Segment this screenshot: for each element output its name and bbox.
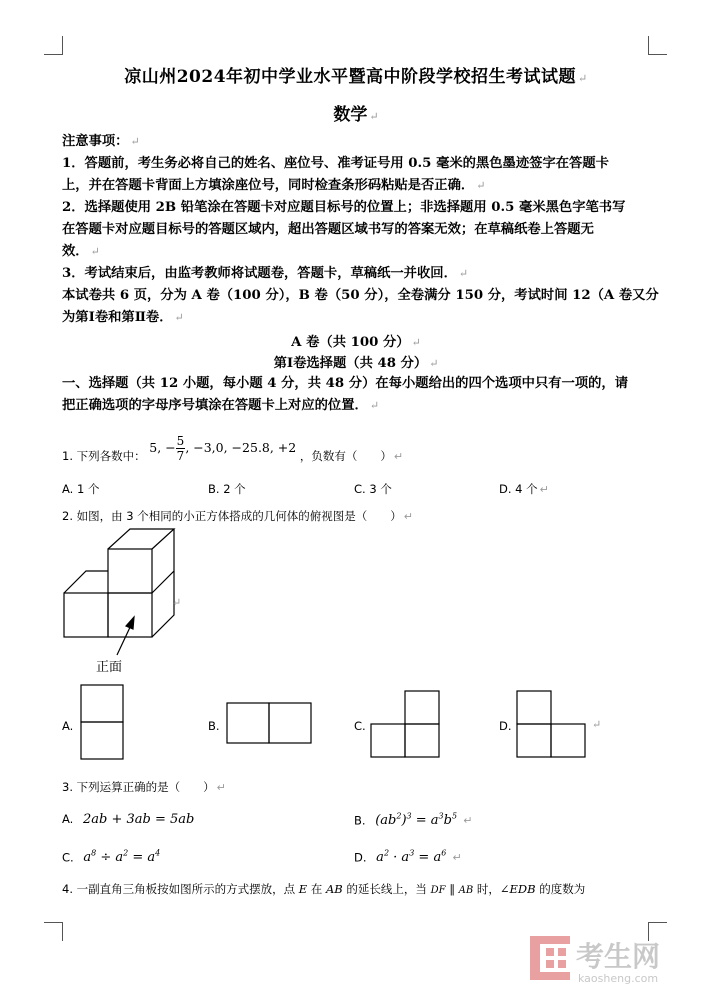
question-3-option-c: C. $a^8 \div a^2 = a^4$	[62, 849, 161, 866]
question-2-option-c-label: C.	[354, 719, 366, 733]
question-2-option-c-figure	[370, 690, 444, 760]
notice-item-2-line-3: 效． ↵	[62, 244, 100, 259]
watermark-url: kaosheng.com	[578, 972, 659, 985]
crop-mark-top-left	[44, 36, 63, 55]
question-4-stem: 4. 一副直角三角板按如图所示的方式摆放，点 E 在 AB 的延长线上，当 DF ∥ AB 时，∠EDB 的度数为	[62, 882, 586, 896]
section-instruction-line-1: 一、选择题（共 12 小题，每小题 4 分，共 48 分）在每小题给出的四个选项中只有一项的，请	[62, 376, 629, 391]
question-3-option-d: D. $a^2 \cdot a^3 = a^6$ ↵	[354, 849, 462, 866]
question-1-option-a: A. 1 个	[62, 482, 100, 496]
question-1-option-c: C. 3 个	[354, 482, 392, 496]
question-1-numbers: 5, − $\frac{5}{7}$ , −3,0, −25.8, +2	[149, 433, 297, 463]
notice-item-1-line-2: 上，并在答题卡背面上方填涂座位号，同时检查条形码粘贴是否正确． ↵	[62, 178, 486, 193]
question-2-option-b-figure	[226, 702, 316, 748]
notice-item-2-line-1: 2．选择题使用 2B 铅笔涂在答题卡对应题目标号的位置上；非选择题用 0.5 毫米黑色字笔书写	[62, 200, 626, 215]
question-3-option-b: B. $(ab^2)^3 = a^3b^5$ ↵	[354, 812, 473, 829]
notice-item-2-line-2: 在答题卡对应题目标号的答题区域内，超出答题区域书写的答案无效；在草稿纸卷上答题无	[62, 222, 594, 237]
question-2-option-a-figure	[80, 684, 126, 764]
question-1-option-d: D. 4 个 ↵	[499, 482, 549, 496]
question-2-option-b-label: B.	[208, 719, 220, 733]
watermark-logo	[528, 930, 698, 990]
question-1-stem: 1. 下列各数中： 5, − $\frac{5}{7}$ , −3,0, −25.8, +2 ，负数有（ ） ↵	[62, 433, 404, 463]
question-2-option-d-figure	[516, 690, 590, 760]
question-3-option-a: A. 2ab + 3ab = 5ab	[62, 812, 195, 827]
part-1-heading: 第Ⅰ卷选择题（共 48 分） ↵	[273, 356, 439, 371]
question-2-option-d-label: D.	[499, 719, 512, 733]
notice-item-3: 3．考试结束后，由监考教师将试题卷，答题卡，草稿纸一并收回． ↵	[62, 266, 469, 281]
question-3-stem: 3. 下列运算正确的是（ ） ↵	[62, 780, 226, 794]
kaosheng-logo	[528, 930, 698, 990]
notice-item-1-line-1: 1．答题前，考生务必将自己的姓名、座位号、准考证号用 0.5 毫米的黑色墨迹签字在答题卡	[62, 156, 609, 171]
watermark-brand: 考生网	[576, 940, 661, 973]
crop-mark-bottom-left	[44, 922, 63, 941]
exam-title: 凉山州2024年初中学业水平暨高中阶段学校招生考试试题 ↵	[124, 67, 588, 87]
question-2-cube-figure	[60, 525, 190, 680]
exam-info-line-2: 为第Ⅰ卷和第Ⅱ卷． ↵	[62, 310, 184, 325]
exam-info-line-1: 本试卷共 6 页，分为 A 卷（100 分），B 卷（50 分），全卷满分 150 分，考试时间 12（A 卷又分	[62, 288, 659, 303]
volume-a-heading: A 卷（共 100 分） ↵	[291, 335, 421, 350]
figure-return-mark: ↵	[172, 596, 182, 609]
crop-mark-top-right	[648, 36, 667, 55]
question-2-option-a-label: A.	[62, 719, 74, 733]
front-label: 正面	[96, 660, 123, 675]
question-2-stem: 2. 如图，由 3 个相同的小正方体搭成的几何体的俯视图是（ ） ↵	[62, 509, 413, 523]
options-return-mark: ↵	[592, 718, 602, 731]
question-1-option-b: B. 2 个	[208, 482, 246, 496]
exam-subject: 数学 ↵	[333, 105, 379, 125]
notice-heading: 注意事项： ↵	[62, 134, 140, 149]
section-instruction-line-2: 把正确选项的字母序号填涂在答题卡上对应的位置． ↵	[62, 398, 380, 413]
